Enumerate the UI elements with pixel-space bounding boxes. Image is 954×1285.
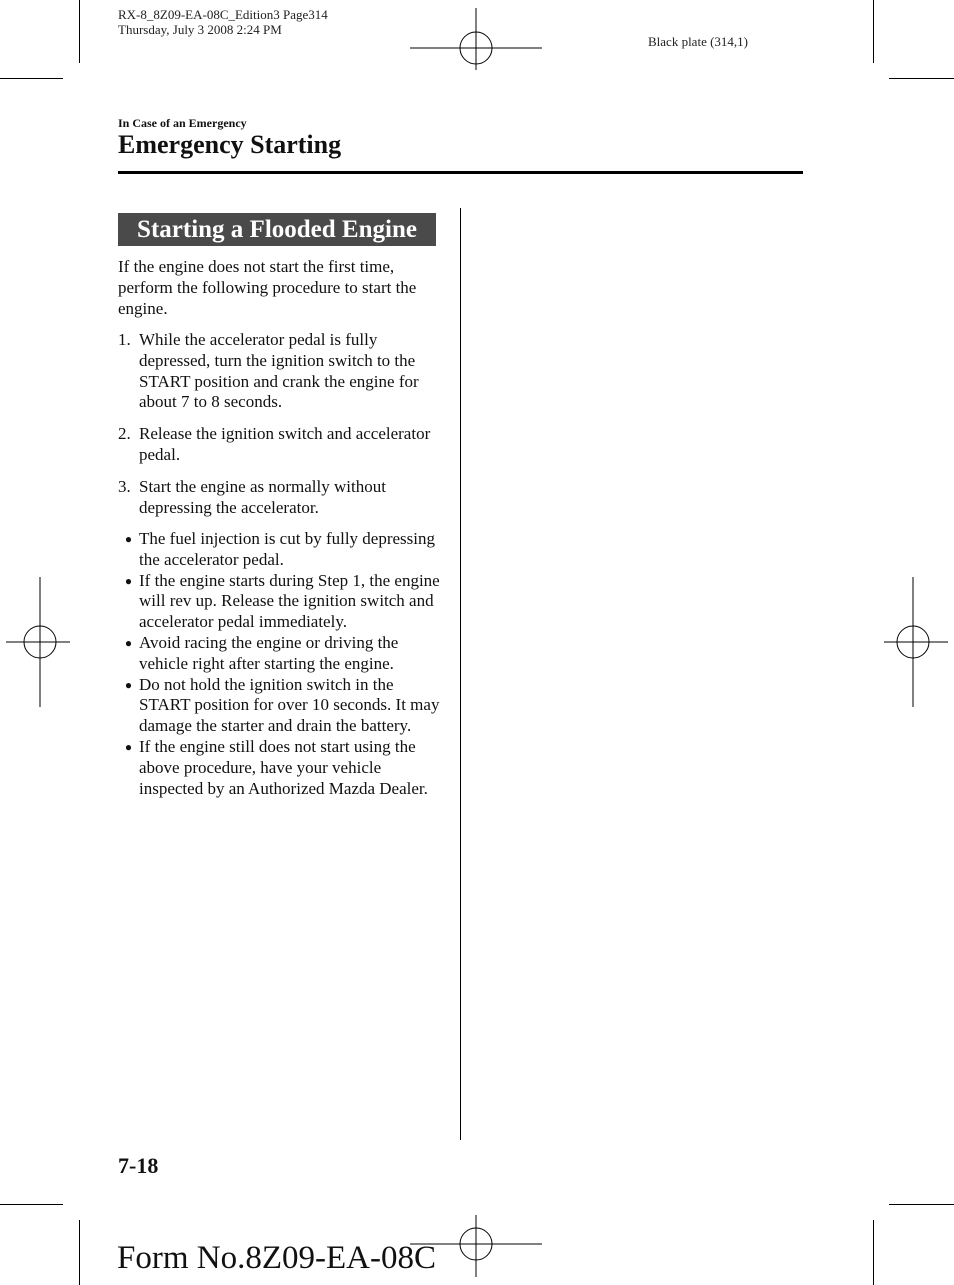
registration-mark-icon xyxy=(6,577,70,707)
note-item xyxy=(118,529,443,571)
caution-notes xyxy=(118,529,443,799)
bullet-icon: ● xyxy=(124,677,133,692)
intro-paragraph: If the engine does not start the first time, perform the following procedure to start the engine. xyxy=(118,257,417,318)
bullet-icon: ● xyxy=(124,532,133,546)
crop-mark xyxy=(873,0,874,63)
section-heading: Starting a Flooded Engine xyxy=(118,213,436,246)
crop-mark xyxy=(889,1204,954,1205)
registration-mark-icon xyxy=(884,577,948,707)
form-number: Form No.8Z09-EA-08C xyxy=(117,1240,436,1276)
note-item xyxy=(118,571,443,633)
crop-mark xyxy=(873,1220,874,1285)
plate-label: Black plate (314,1) xyxy=(648,34,748,49)
crop-mark xyxy=(79,1220,80,1285)
note-item xyxy=(118,737,443,799)
procedure-steps xyxy=(118,330,443,529)
registration-mark-icon xyxy=(410,8,542,70)
note-text: The fuel injection is cut by fully depressing the accelerator pedal. xyxy=(139,529,436,569)
crop-mark xyxy=(79,0,80,63)
note-text: Do not hold the ignition switch in the START position for over 10 seconds. It may damage the starter and drain the battery. xyxy=(139,674,440,736)
page-number: 7-18 xyxy=(118,1153,159,1178)
bullet-icon: ● xyxy=(124,573,133,588)
step-text: Start the engine as normally without depressing the accelerator. xyxy=(139,476,386,517)
crop-mark xyxy=(0,78,63,79)
step-number: 3. xyxy=(118,476,131,496)
crop-mark xyxy=(0,1204,63,1205)
chapter-label: In Case of an Emergency xyxy=(118,116,247,130)
note-text: If the engine starts during Step 1, the engine will rev up. Release the ignition switch and accelerator pedal immediately. xyxy=(139,570,440,632)
note-item xyxy=(118,675,443,737)
print-job-line: RX-8_8Z09-EA-08C_Edition3 Page314 xyxy=(118,7,328,22)
print-job-info xyxy=(118,7,328,37)
crop-mark xyxy=(889,78,954,79)
bullet-icon: ● xyxy=(124,739,133,754)
title-rule xyxy=(118,171,803,174)
bullet-icon: ● xyxy=(124,635,133,650)
step-text: Release the ignition switch and accelerator pedal. xyxy=(139,424,431,464)
print-date-line: Thursday, July 3 2008 2:24 PM xyxy=(118,22,282,37)
page-title: Emergency Starting xyxy=(118,130,342,159)
step-item xyxy=(118,477,443,519)
step-text: While the accelerator pedal is fully depressed, turn the ignition switch to the START position and crank the engine for about 7 to 8 seconds. xyxy=(139,330,419,412)
step-item xyxy=(118,330,443,413)
step-item xyxy=(118,424,443,466)
column-divider xyxy=(460,208,461,1140)
step-number: 2. xyxy=(118,424,131,444)
step-number: 1. xyxy=(118,330,131,349)
note-text: If the engine still does not start using the above procedure, have your vehicle inspected by an Authorized Mazda Dealer. xyxy=(139,736,428,798)
note-text: Avoid racing the engine or driving the vehicle right after starting the engine. xyxy=(139,632,399,673)
note-item xyxy=(118,633,443,675)
